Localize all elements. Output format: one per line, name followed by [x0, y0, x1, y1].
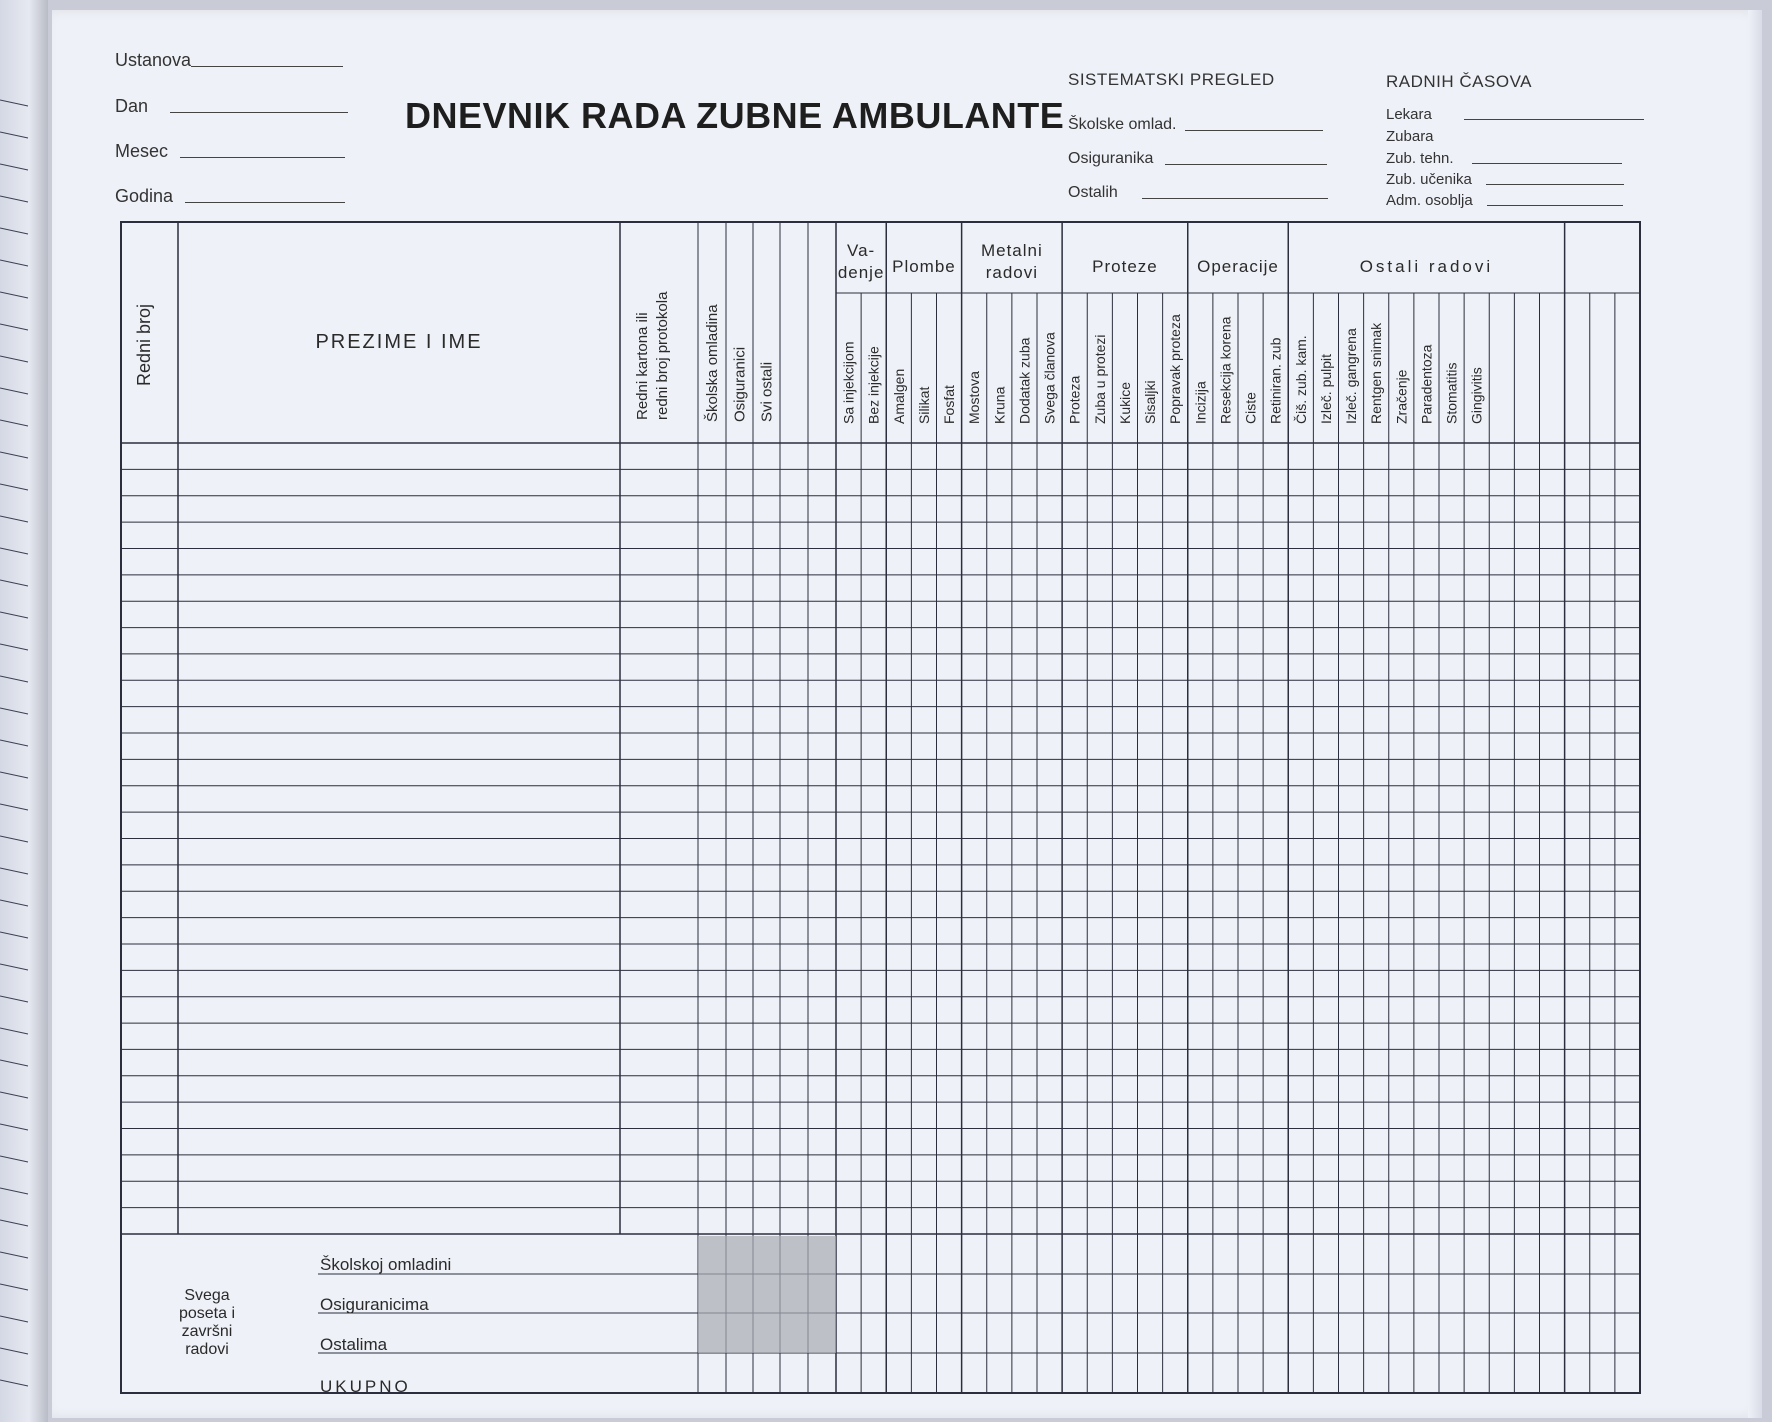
sistematski-skolske-label: Školske omlad.: [1068, 116, 1177, 133]
group-header: Plombe: [892, 257, 956, 276]
zub-ucenika-label: Zub. učenika: [1386, 171, 1472, 188]
procedure-column-header: Zračenje: [1393, 369, 1410, 424]
mesec-label: Mesec: [115, 141, 169, 161]
svega-label: radovi: [185, 1341, 229, 1358]
footer-row-label: Školskoj omladini: [320, 1255, 452, 1274]
procedure-column-header: Sa injekcijom: [840, 341, 857, 424]
svega-label: završni: [181, 1323, 233, 1340]
group-header: denje: [837, 263, 885, 282]
procedure-column-header: Ciste: [1242, 392, 1259, 424]
patient-type-header: Osiguranici: [731, 346, 749, 422]
group-header: Operacije: [1197, 257, 1279, 276]
procedure-column-header: Svega članova: [1041, 332, 1058, 424]
patient-type-header: Školska omladina: [704, 304, 721, 422]
procedure-column-header: Paradentoza: [1418, 344, 1435, 424]
adm-osoblja-label: Adm. osoblja: [1386, 192, 1473, 209]
procedure-column-header: Proteza: [1066, 375, 1083, 424]
shaded-block: [698, 1236, 836, 1353]
sistematski-ostalih-label: Ostalih: [1068, 184, 1118, 201]
procedure-column-header: Resekcija korena: [1217, 316, 1234, 424]
footer-row-label: Ostalima: [320, 1335, 388, 1354]
group-header: Ostali radovi: [1359, 257, 1494, 276]
procedure-column-header: Retiniran. zub: [1267, 337, 1284, 424]
ukupno-label: UKUPNO: [320, 1377, 411, 1396]
radnih-casova-title: RADNIH ČASOVA: [1386, 72, 1532, 91]
redni-kartona-header: Redni kartona ili: [634, 312, 651, 420]
procedure-column-header: Gingivitis: [1468, 367, 1485, 424]
procedure-column-header: Stomatitis: [1443, 362, 1460, 424]
redni-broj-header: Redni broj: [134, 303, 154, 387]
procedure-column-header: Čiš. zub. kam.: [1292, 335, 1309, 424]
footer-row-label: Osiguranicima: [320, 1295, 429, 1314]
group-header: Va-: [847, 241, 876, 260]
dan-label: Dan: [115, 96, 149, 116]
procedure-column-header: Silikat: [915, 386, 932, 424]
godina-label: Godina: [115, 186, 174, 206]
ustanova-label: Ustanova: [115, 50, 192, 70]
sistematski-title: SISTEMATSKI PREGLED: [1068, 70, 1275, 89]
procedure-column-header: Fosfat: [941, 385, 958, 424]
procedure-column-header: Dodatak zuba: [1016, 337, 1033, 424]
form-title: DNEVNIK RADA ZUBNE AMBULANTE: [405, 95, 1065, 136]
procedure-column-header: Kruna: [991, 386, 1008, 424]
svega-label: poseta i: [178, 1305, 236, 1322]
procedure-column-header: Izleč. gangrena: [1343, 328, 1360, 424]
lekara-label: Lekara: [1386, 106, 1432, 123]
group-header: Proteze: [1092, 257, 1158, 276]
zubara-label: Zubara: [1386, 128, 1434, 145]
redni-kartona-header: redni broj protokola: [654, 291, 671, 420]
procedure-column-header: Popravak proteza: [1167, 314, 1184, 424]
sistematski-osiguranika-label: Osiguranika: [1068, 150, 1154, 167]
procedure-column-header: Incizija: [1192, 381, 1209, 424]
svega-label: Svega: [184, 1287, 230, 1304]
procedure-column-header: Izleč. pulpit: [1317, 353, 1334, 424]
procedure-column-header: Sisaljki: [1142, 380, 1159, 424]
procedure-column-header: Rentgen snimak: [1368, 322, 1385, 424]
procedure-column-header: Bez injekcije: [865, 346, 882, 424]
procedure-column-header: Zuba u protezi: [1091, 334, 1108, 424]
zub-tehn-label: Zub. tehn.: [1386, 150, 1454, 167]
procedure-column-header: Kukice: [1116, 381, 1133, 424]
procedure-column-header: Amalgen: [890, 368, 907, 424]
group-header: Metalni: [980, 241, 1043, 260]
prezime-ime-header: PREZIME I IME: [315, 331, 483, 353]
patient-type-header: Svi ostali: [758, 361, 776, 422]
group-header: radovi: [985, 263, 1039, 282]
procedure-column-header: Mostova: [966, 371, 983, 424]
